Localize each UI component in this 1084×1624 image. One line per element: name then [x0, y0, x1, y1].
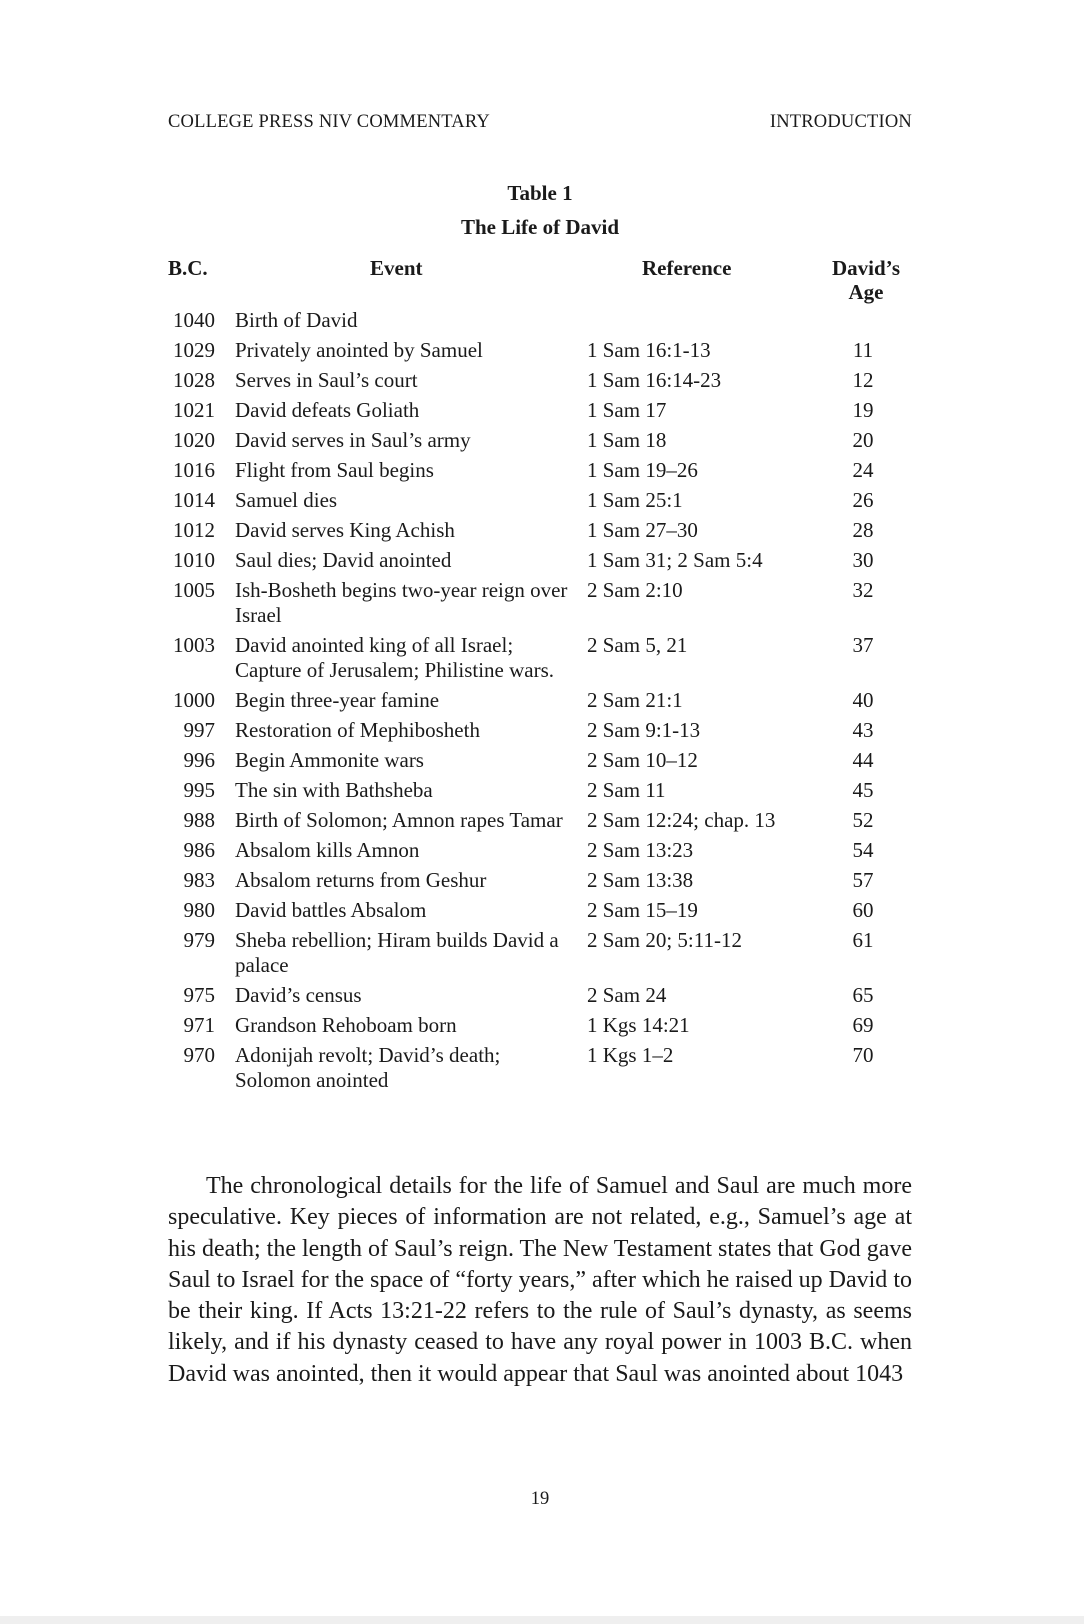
row-reference: 1 Sam 31; 2 Sam 5:4 [587, 548, 763, 572]
column-header-age-line2: Age [848, 280, 884, 304]
table-row [168, 778, 912, 803]
table-row [168, 368, 912, 393]
row-event: Adonijah revolt; David’s death; Solomon anointed [235, 1043, 501, 1092]
table-row [168, 398, 912, 423]
row-event: Absalom returns from Geshur [235, 868, 487, 892]
row-reference: 2 Sam 13:23 [587, 838, 694, 862]
row-age: 32 [852, 578, 874, 602]
table-row [168, 983, 912, 1008]
column-header-age [826, 256, 906, 304]
row-reference: 1 Sam 19–26 [587, 458, 698, 482]
row-year: 980 [183, 898, 215, 922]
row-age: 19 [852, 398, 874, 422]
row-reference: 1 Sam 27–30 [587, 518, 698, 542]
row-event: Begin three-year famine [235, 688, 440, 712]
row-event: Serves in Saul’s court [235, 368, 418, 392]
row-year: 1020 [173, 428, 215, 452]
row-age: 57 [852, 868, 874, 892]
row-event: Begin Ammonite wars [235, 748, 424, 772]
row-age: 54 [852, 838, 874, 862]
table-row [168, 1013, 912, 1038]
row-age: 26 [852, 488, 874, 512]
row-event: Grandson Rehoboam born [235, 1013, 457, 1037]
row-year: 1029 [173, 338, 215, 362]
row-event: David’s census [235, 983, 362, 1007]
row-reference: 2 Sam 11 [587, 778, 666, 802]
row-reference: 1 Sam 16:14-23 [587, 368, 722, 392]
running-head-section: INTRODUCTION [769, 112, 912, 132]
row-event: Saul dies; David anointed [235, 548, 452, 572]
column-header-event: Event [370, 256, 423, 280]
table-row [168, 488, 912, 513]
row-reference: 1 Sam 25:1 [587, 488, 683, 512]
table-row [168, 1043, 912, 1093]
row-event: Ish-Bosheth begins two-year reign over Israel [235, 578, 568, 627]
row-year: 1012 [173, 518, 215, 542]
body-paragraph: The chronological details for the life of Samuel and Saul are much more speculative. Key pieces of information are not related, e.g., Samuel’s age at his death; the length of Saul’s reign. The New Testament states that God gave Saul to Israel for the space of “forty years,” after which he raised up David to be their king. If Acts 13:21-22 refers to the rule of Saul’s dynasty, as seems likely, and if his dynasty ceased to have any royal power in 1003 B.C. when David was anointed, then it would appear that Saul was anointed about 1043 [168, 1173, 912, 1387]
row-event: David battles Absalom [235, 898, 427, 922]
row-year: 975 [183, 983, 215, 1007]
row-event: David serves in Saul’s army [235, 428, 471, 452]
table-row [168, 458, 912, 483]
row-year: 971 [183, 1013, 215, 1037]
row-event: Absalom kills Amnon [235, 838, 420, 862]
row-reference: 1 Kgs 14:21 [587, 1013, 690, 1037]
row-year: 979 [183, 928, 215, 952]
row-year: 986 [183, 838, 215, 862]
row-reference: 2 Sam 9:1-13 [587, 718, 701, 742]
row-year: 988 [183, 808, 215, 832]
table-row [168, 518, 912, 543]
row-age: 52 [852, 808, 874, 832]
row-year: 983 [183, 868, 215, 892]
row-age: 61 [852, 928, 874, 952]
row-reference: 1 Sam 16:1-13 [587, 338, 711, 362]
row-reference: 1 Sam 18 [587, 428, 667, 452]
row-age: 12 [852, 368, 874, 392]
row-age: 70 [852, 1043, 874, 1067]
row-year: 1005 [173, 578, 215, 602]
row-reference: 2 Sam 15–19 [587, 898, 698, 922]
page-number: 19 [530, 1489, 550, 1509]
column-header-bc: B.C. [168, 256, 208, 280]
row-year: 1010 [173, 548, 215, 572]
row-event: Samuel dies [235, 488, 338, 512]
row-age: 65 [852, 983, 874, 1007]
row-age: 60 [852, 898, 874, 922]
table-row [168, 748, 912, 773]
table-row [168, 578, 912, 628]
table-row [168, 548, 912, 573]
table-row [168, 838, 912, 863]
row-reference: 1 Sam 17 [587, 398, 667, 422]
row-reference: 2 Sam 2:10 [587, 578, 683, 602]
row-event: Privately anointed by Samuel [235, 338, 483, 362]
column-header-age-line1: David’s [831, 256, 901, 280]
row-event: Birth of David [235, 308, 358, 332]
row-age: 24 [852, 458, 874, 482]
row-event: The sin with Bathsheba [235, 778, 433, 802]
row-year: 1000 [173, 688, 215, 712]
row-year: 997 [183, 718, 215, 742]
row-event: David anointed king of all Israel; Capture of Jerusalem; Philistine wars. [235, 633, 555, 682]
row-year: 1003 [173, 633, 215, 657]
row-age: 30 [852, 548, 874, 572]
running-head-title: COLLEGE PRESS NIV COMMENTARY [168, 112, 490, 132]
row-reference: 2 Sam 5, 21 [587, 633, 688, 657]
row-reference: 2 Sam 20; 5:11-12 [587, 928, 742, 952]
table-row [168, 308, 912, 333]
row-age: 69 [852, 1013, 874, 1037]
row-year: 1016 [173, 458, 215, 482]
row-year: 970 [183, 1043, 215, 1067]
row-event: Sheba rebellion; Hiram builds David a palace [235, 928, 559, 977]
row-reference: 2 Sam 24 [587, 983, 667, 1007]
row-event: Birth of Solomon; Amnon rapes Tamar [235, 808, 563, 832]
row-age: 37 [852, 633, 874, 657]
table-title: The Life of David [460, 215, 620, 239]
row-event: David defeats Goliath [235, 398, 420, 422]
row-year: 1040 [173, 308, 215, 332]
column-header-reference: Reference [642, 256, 732, 280]
row-age: 28 [852, 518, 874, 542]
table-row [168, 428, 912, 453]
row-event: David serves King Achish [235, 518, 455, 542]
row-event: Restoration of Mephibosheth [235, 718, 480, 742]
row-age: 45 [852, 778, 874, 802]
row-year: 1028 [173, 368, 215, 392]
table-row [168, 718, 912, 743]
table-row [168, 808, 912, 833]
row-reference: 2 Sam 13:38 [587, 868, 694, 892]
row-event: Flight from Saul begins [235, 458, 434, 482]
chronology-table-body [168, 308, 912, 1098]
table-row [168, 688, 912, 713]
row-age: 40 [852, 688, 874, 712]
row-year: 995 [183, 778, 215, 802]
row-reference: 2 Sam 12:24; chap. 13 [587, 808, 776, 832]
row-age: 43 [852, 718, 874, 742]
row-reference: 1 Kgs 1–2 [587, 1043, 674, 1067]
row-age: 44 [852, 748, 874, 772]
table-row [168, 633, 912, 683]
table-row [168, 868, 912, 893]
row-age: 20 [852, 428, 874, 452]
row-year: 996 [183, 748, 215, 772]
table-row [168, 928, 912, 978]
table-row [168, 338, 912, 363]
row-reference: 2 Sam 21:1 [587, 688, 683, 712]
table-row [168, 898, 912, 923]
table-label: Table 1 [507, 181, 573, 205]
row-age: 11 [852, 338, 874, 362]
row-year: 1021 [173, 398, 215, 422]
row-year: 1014 [173, 488, 215, 512]
row-reference: 2 Sam 10–12 [587, 748, 698, 772]
